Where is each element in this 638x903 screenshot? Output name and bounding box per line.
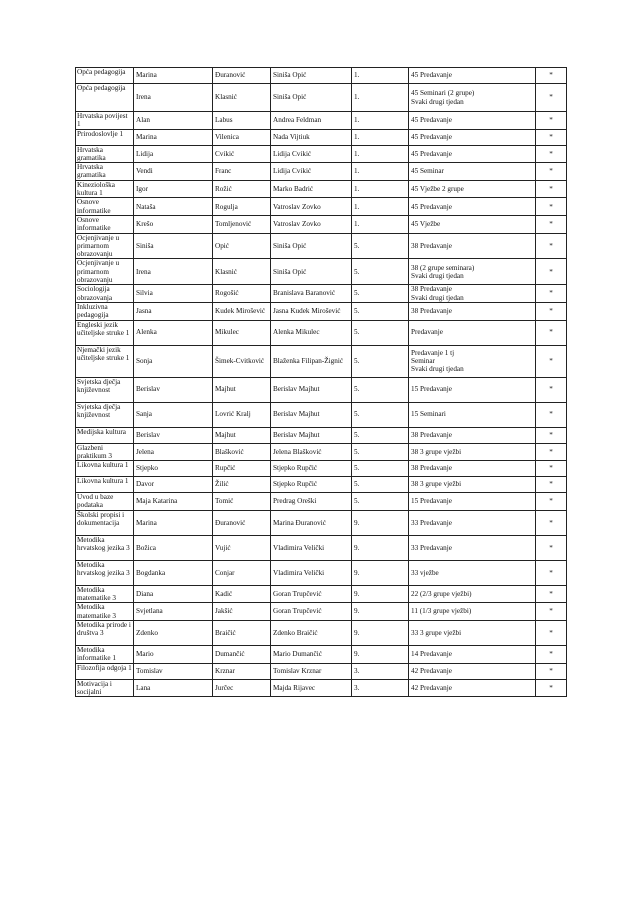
mark-cell: * xyxy=(536,320,567,345)
first-name-cell: Nataša xyxy=(134,198,213,216)
hours-cell: 38 3 grupe vježbi xyxy=(409,443,536,461)
subject-cell: Njemački jezik učiteljske struke 1 xyxy=(76,345,134,377)
semester-cell: 3. xyxy=(352,679,409,697)
hours-cell: 38 3 grupe vježbi xyxy=(409,477,536,493)
hours-cell-line: 38 Predavanje xyxy=(411,285,452,294)
semester-cell: 3. xyxy=(352,663,409,679)
semester-cell: 1. xyxy=(352,180,409,198)
table-row xyxy=(76,493,567,511)
mark-cell: * xyxy=(536,461,567,477)
semester-cell: 1. xyxy=(352,145,409,163)
semester-cell: 9. xyxy=(352,510,409,535)
subject-cell: Inkluzivna pedagogija xyxy=(76,302,134,320)
mark-cell: * xyxy=(536,603,567,621)
table-body xyxy=(76,68,567,697)
subject-cell: Ocjenjivanje u primarnom obrazovanju xyxy=(76,259,134,285)
table-row xyxy=(76,320,567,345)
mentor-cell: Goran Trupčević xyxy=(271,585,352,603)
first-name-cell: Irena xyxy=(134,84,213,112)
last-name-cell: Vilenica xyxy=(213,129,271,145)
table-row xyxy=(76,585,567,603)
first-name-cell: Bogdanka xyxy=(134,560,213,585)
hours-cell: 42 Predavanje xyxy=(409,663,536,679)
mentor-cell: Mario Dumančić xyxy=(271,645,352,663)
last-name-cell: Žilić xyxy=(213,477,271,493)
last-name-cell: Rožić xyxy=(213,180,271,198)
table-row xyxy=(76,603,567,621)
mentor-cell: Andrea Feldman xyxy=(271,112,352,130)
hours-cell: 15 Predavanje xyxy=(409,377,536,402)
last-name-cell: Conjar xyxy=(213,560,271,585)
semester-cell: 9. xyxy=(352,620,409,645)
mentor-cell: Vatroslav Zovko xyxy=(271,215,352,233)
subject-cell: Hrvatska gramatika xyxy=(76,145,134,163)
last-name-cell: Jurčec xyxy=(213,679,271,697)
subject-cell: Glazbeni praktikum 3 xyxy=(76,443,134,461)
mentor-cell: Stjepko Rupčić xyxy=(271,477,352,493)
mark-cell: * xyxy=(536,620,567,645)
subject-cell: Svjetska dječja književnost xyxy=(76,402,134,427)
hours-cell: 45 Predavanje xyxy=(409,198,536,216)
hours-cell: 38 Predavanje xyxy=(409,302,536,320)
table-row xyxy=(76,233,567,259)
table-row xyxy=(76,477,567,493)
mark-cell: * xyxy=(536,443,567,461)
hours-cell-line: 38 (2 grupe seminara) xyxy=(411,263,475,272)
hours-cell xyxy=(409,259,536,285)
mentor-cell: Marina Đuranović xyxy=(271,510,352,535)
hours-cell-line: 45 Seminari (2 grupe) xyxy=(411,89,475,98)
table-row xyxy=(76,345,567,377)
first-name-cell: Igor xyxy=(134,180,213,198)
semester-cell: 5. xyxy=(352,233,409,259)
hours-cell: 45 Predavanje xyxy=(409,145,536,163)
table-row xyxy=(76,443,567,461)
mentor-cell: Goran Trupčević xyxy=(271,603,352,621)
hours-cell: 38 Predavanje xyxy=(409,461,536,477)
first-name-cell: Sanja xyxy=(134,402,213,427)
semester-cell: 5. xyxy=(352,285,409,303)
mark-cell: * xyxy=(536,679,567,697)
first-name-cell: Berislav xyxy=(134,427,213,443)
hours-cell-line: Seminar xyxy=(411,356,435,365)
subject-cell: Likovna kultura 1 xyxy=(76,477,134,493)
mark-cell: * xyxy=(536,215,567,233)
semester-cell: 1. xyxy=(352,68,409,84)
hours-cell: 15 Seminari xyxy=(409,402,536,427)
mark-cell: * xyxy=(536,84,567,112)
mentor-cell: Siniša Opić xyxy=(271,259,352,285)
semester-cell: 1. xyxy=(352,112,409,130)
table-row xyxy=(76,402,567,427)
table-row xyxy=(76,620,567,645)
first-name-cell: Diana xyxy=(134,585,213,603)
last-name-cell: Labus xyxy=(213,112,271,130)
last-name-cell: Dumančić xyxy=(213,645,271,663)
mentor-cell: Jelena Blašković xyxy=(271,443,352,461)
last-name-cell: Vujić xyxy=(213,535,271,560)
first-name-cell: Maja Katarina xyxy=(134,493,213,511)
subject-cell: Metodika prirode i društva 3 xyxy=(76,620,134,645)
table-row xyxy=(76,129,567,145)
mark-cell: * xyxy=(536,645,567,663)
hours-cell-line: Svaki drugi tjedan xyxy=(411,97,464,106)
last-name-cell: Mikulec xyxy=(213,320,271,345)
semester-cell: 1. xyxy=(352,215,409,233)
first-name-cell: Sonja xyxy=(134,345,213,377)
mentor-cell: Nada Vijtiuk xyxy=(271,129,352,145)
table-row xyxy=(76,427,567,443)
first-name-cell: Mario xyxy=(134,645,213,663)
subject-cell: Uvod u baze podataka xyxy=(76,493,134,511)
subject-cell: Školski propisi i dokumentacija xyxy=(76,510,134,535)
last-name-cell: Kadić xyxy=(213,585,271,603)
subject-cell: Metodika hrvatskog jezika 3 xyxy=(76,560,134,585)
mark-cell: * xyxy=(536,510,567,535)
mentor-cell: Siniša Opić xyxy=(271,233,352,259)
table-row xyxy=(76,68,567,84)
last-name-cell: Jakšić xyxy=(213,603,271,621)
subject-cell: Opća pedagogija xyxy=(76,68,134,84)
subject-cell: Metodika informatike 1 xyxy=(76,645,134,663)
first-name-cell: Svjetlana xyxy=(134,603,213,621)
semester-cell: 5. xyxy=(352,402,409,427)
hours-cell-line: Svaki drugi tjedan xyxy=(411,365,464,374)
mentor-cell: Vladimira Velički xyxy=(271,535,352,560)
hours-cell: Predavanje xyxy=(409,320,536,345)
semester-cell: 1. xyxy=(352,84,409,112)
subject-cell: Prirodoslovlje 1 xyxy=(76,129,134,145)
mark-cell: * xyxy=(536,68,567,84)
subject-cell: Motivacija i socijalni xyxy=(76,679,134,697)
hours-cell xyxy=(409,84,536,112)
hours-cell: 45 Seminar xyxy=(409,163,536,181)
first-name-cell: Berislav xyxy=(134,377,213,402)
mentor-cell: Siniša Opić xyxy=(271,68,352,84)
first-name-cell: Irena xyxy=(134,259,213,285)
mentor-cell: Berislav Majhut xyxy=(271,377,352,402)
table-row xyxy=(76,663,567,679)
first-name-cell: Tomislav xyxy=(134,663,213,679)
mark-cell: * xyxy=(536,427,567,443)
first-name-cell: Stjepko xyxy=(134,461,213,477)
subject-cell: Hrvatska gramatika xyxy=(76,163,134,181)
last-name-cell: Rogošić xyxy=(213,285,271,303)
table-row xyxy=(76,198,567,216)
semester-cell: 5. xyxy=(352,493,409,511)
subject-cell: Metodika matematike 3 xyxy=(76,603,134,621)
table-row xyxy=(76,163,567,181)
mark-cell: * xyxy=(536,477,567,493)
semester-cell: 5. xyxy=(352,259,409,285)
subject-cell: Medijska kultura xyxy=(76,427,134,443)
table-row xyxy=(76,645,567,663)
mark-cell: * xyxy=(536,145,567,163)
last-name-cell: Krznar xyxy=(213,663,271,679)
hours-cell: 45 Predavanje xyxy=(409,68,536,84)
mark-cell: * xyxy=(536,585,567,603)
hours-cell-line: Predavanje 1 tj xyxy=(411,348,455,357)
mark-cell: * xyxy=(536,302,567,320)
semester-cell: 9. xyxy=(352,560,409,585)
last-name-cell: Braičić xyxy=(213,620,271,645)
table-row xyxy=(76,302,567,320)
hours-cell: 45 Predavanje xyxy=(409,129,536,145)
subject-cell: Ocjenjivanje u primarnom obrazovanju xyxy=(76,233,134,259)
last-name-cell: Đuranović xyxy=(213,510,271,535)
hours-cell-line: Svaki drugi tjedan xyxy=(411,293,464,302)
table-row xyxy=(76,377,567,402)
hours-cell: 33 Predavanje xyxy=(409,510,536,535)
mark-cell: * xyxy=(536,493,567,511)
mentor-cell: Zdenko Braičić xyxy=(271,620,352,645)
first-name-cell: Marina xyxy=(134,510,213,535)
subject-cell: Svjetska dječja književnost xyxy=(76,377,134,402)
semester-cell: 5. xyxy=(352,427,409,443)
first-name-cell: Alan xyxy=(134,112,213,130)
first-name-cell: Marina xyxy=(134,129,213,145)
table-row xyxy=(76,112,567,130)
mark-cell: * xyxy=(536,259,567,285)
hours-cell xyxy=(409,285,536,303)
first-name-cell: Alenka xyxy=(134,320,213,345)
mark-cell: * xyxy=(536,377,567,402)
hours-cell: 14 Predavanje xyxy=(409,645,536,663)
mentor-cell: Berislav Majhut xyxy=(271,402,352,427)
mark-cell: * xyxy=(536,345,567,377)
mentor-cell: Branislava Baranović xyxy=(271,285,352,303)
last-name-cell: Cvikić xyxy=(213,145,271,163)
hours-cell: 15 Predavanje xyxy=(409,493,536,511)
first-name-cell: Zdenko xyxy=(134,620,213,645)
table-row xyxy=(76,461,567,477)
last-name-cell: Franc xyxy=(213,163,271,181)
subject-cell: Filozofija odgoja 1 xyxy=(76,663,134,679)
last-name-cell: Tomić xyxy=(213,493,271,511)
mentor-cell: Predrag Oreški xyxy=(271,493,352,511)
table-row xyxy=(76,145,567,163)
semester-cell: 1. xyxy=(352,198,409,216)
hours-cell: 45 Vježbe 2 grupe xyxy=(409,180,536,198)
last-name-cell: Šimek-Cvitković xyxy=(213,345,271,377)
subject-cell: Osnove informatike xyxy=(76,215,134,233)
mark-cell: * xyxy=(536,163,567,181)
first-name-cell: Davor xyxy=(134,477,213,493)
hours-cell: 11 (1/3 grupe vježbi) xyxy=(409,603,536,621)
table-row xyxy=(76,679,567,697)
mark-cell: * xyxy=(536,663,567,679)
semester-cell: 5. xyxy=(352,320,409,345)
hours-cell-line: Svaki drugi tjedan xyxy=(411,271,464,280)
first-name-cell: Krešo xyxy=(134,215,213,233)
semester-cell: 5. xyxy=(352,345,409,377)
semester-cell: 5. xyxy=(352,377,409,402)
mentor-cell: Lidija Cvikić xyxy=(271,163,352,181)
mentor-cell: Alenka Mikulec xyxy=(271,320,352,345)
hours-cell: 42 Predavanje xyxy=(409,679,536,697)
hours-cell: 33 Predavanje xyxy=(409,535,536,560)
first-name-cell: Božica xyxy=(134,535,213,560)
hours-cell: 38 Predavanje xyxy=(409,427,536,443)
mark-cell: * xyxy=(536,180,567,198)
table-row xyxy=(76,560,567,585)
hours-cell: 33 vježbe xyxy=(409,560,536,585)
subject-cell: Likovna kultura 1 xyxy=(76,461,134,477)
subject-cell: Osnove informatike xyxy=(76,198,134,216)
semester-cell: 9. xyxy=(352,645,409,663)
hours-cell: 45 Vježbe xyxy=(409,215,536,233)
table-row xyxy=(76,84,567,112)
mark-cell: * xyxy=(536,535,567,560)
semester-cell: 5. xyxy=(352,477,409,493)
mentor-cell: Siniša Opić xyxy=(271,84,352,112)
mark-cell: * xyxy=(536,112,567,130)
semester-cell: 9. xyxy=(352,535,409,560)
mark-cell: * xyxy=(536,402,567,427)
first-name-cell: Lana xyxy=(134,679,213,697)
mentor-cell: Berislav Majhut xyxy=(271,427,352,443)
hours-cell: 22 (2/3 grupe vježbi) xyxy=(409,585,536,603)
table-row xyxy=(76,285,567,303)
subject-cell: Hrvatska povijest 1 xyxy=(76,112,134,130)
semester-cell: 5. xyxy=(352,443,409,461)
first-name-cell: Jasna xyxy=(134,302,213,320)
last-name-cell: Majhut xyxy=(213,377,271,402)
first-name-cell: Siniša xyxy=(134,233,213,259)
mark-cell: * xyxy=(536,198,567,216)
subject-cell: Metodika matematike 3 xyxy=(76,585,134,603)
mentor-cell: Marko Badrić xyxy=(271,180,352,198)
mentor-cell: Lidija Cvikić xyxy=(271,145,352,163)
last-name-cell: Klasnić xyxy=(213,259,271,285)
mark-cell: * xyxy=(536,129,567,145)
last-name-cell: Đuranović xyxy=(213,68,271,84)
hours-cell: 38 Predavanje xyxy=(409,233,536,259)
subject-cell: Kineziološka kultura 1 xyxy=(76,180,134,198)
hours-cell: 45 Predavanje xyxy=(409,112,536,130)
subject-cell: Engleski jezik učiteljske struke 1 xyxy=(76,320,134,345)
mentor-cell: Tomislav Krznar xyxy=(271,663,352,679)
table-row xyxy=(76,259,567,285)
first-name-cell: Marina xyxy=(134,68,213,84)
mentor-cell: Blaženka Filipan-Žignić xyxy=(271,345,352,377)
hours-cell: 33 3 grupe vježbi xyxy=(409,620,536,645)
mark-cell: * xyxy=(536,233,567,259)
table-row xyxy=(76,180,567,198)
last-name-cell: Blašković xyxy=(213,443,271,461)
mark-cell: * xyxy=(536,560,567,585)
subject-cell: Opća pedagogija xyxy=(76,84,134,112)
semester-cell: 9. xyxy=(352,603,409,621)
semester-cell: 1. xyxy=(352,163,409,181)
last-name-cell: Rogulja xyxy=(213,198,271,216)
mentor-cell: Vatroslav Zovko xyxy=(271,198,352,216)
mentor-cell: Vladimira Velički xyxy=(271,560,352,585)
subject-cell: Sociologija obrazovanja xyxy=(76,285,134,303)
mentor-cell: Stjepko Rupčić xyxy=(271,461,352,477)
semester-cell: 5. xyxy=(352,302,409,320)
mark-cell: * xyxy=(536,285,567,303)
table-row xyxy=(76,535,567,560)
first-name-cell: Vendi xyxy=(134,163,213,181)
last-name-cell: Opić xyxy=(213,233,271,259)
last-name-cell: Klasnić xyxy=(213,84,271,112)
last-name-cell: Rupčić xyxy=(213,461,271,477)
first-name-cell: Jelena xyxy=(134,443,213,461)
last-name-cell: Tomljenović xyxy=(213,215,271,233)
last-name-cell: Lovrić Kralj xyxy=(213,402,271,427)
first-name-cell: Silvia xyxy=(134,285,213,303)
mentor-cell: Majda Rijavec xyxy=(271,679,352,697)
first-name-cell: Lidija xyxy=(134,145,213,163)
semester-cell: 9. xyxy=(352,585,409,603)
last-name-cell: Kudek Mirošević xyxy=(213,302,271,320)
hours-cell xyxy=(409,345,536,377)
table-row xyxy=(76,215,567,233)
mentor-cell: Jasna Kudek Mirošević xyxy=(271,302,352,320)
last-name-cell: Majhut xyxy=(213,427,271,443)
teaching-assignments-table xyxy=(75,67,567,697)
semester-cell: 5. xyxy=(352,461,409,477)
subject-cell: Metodika hrvatskog jezika 3 xyxy=(76,535,134,560)
table-row xyxy=(76,510,567,535)
semester-cell: 1. xyxy=(352,129,409,145)
